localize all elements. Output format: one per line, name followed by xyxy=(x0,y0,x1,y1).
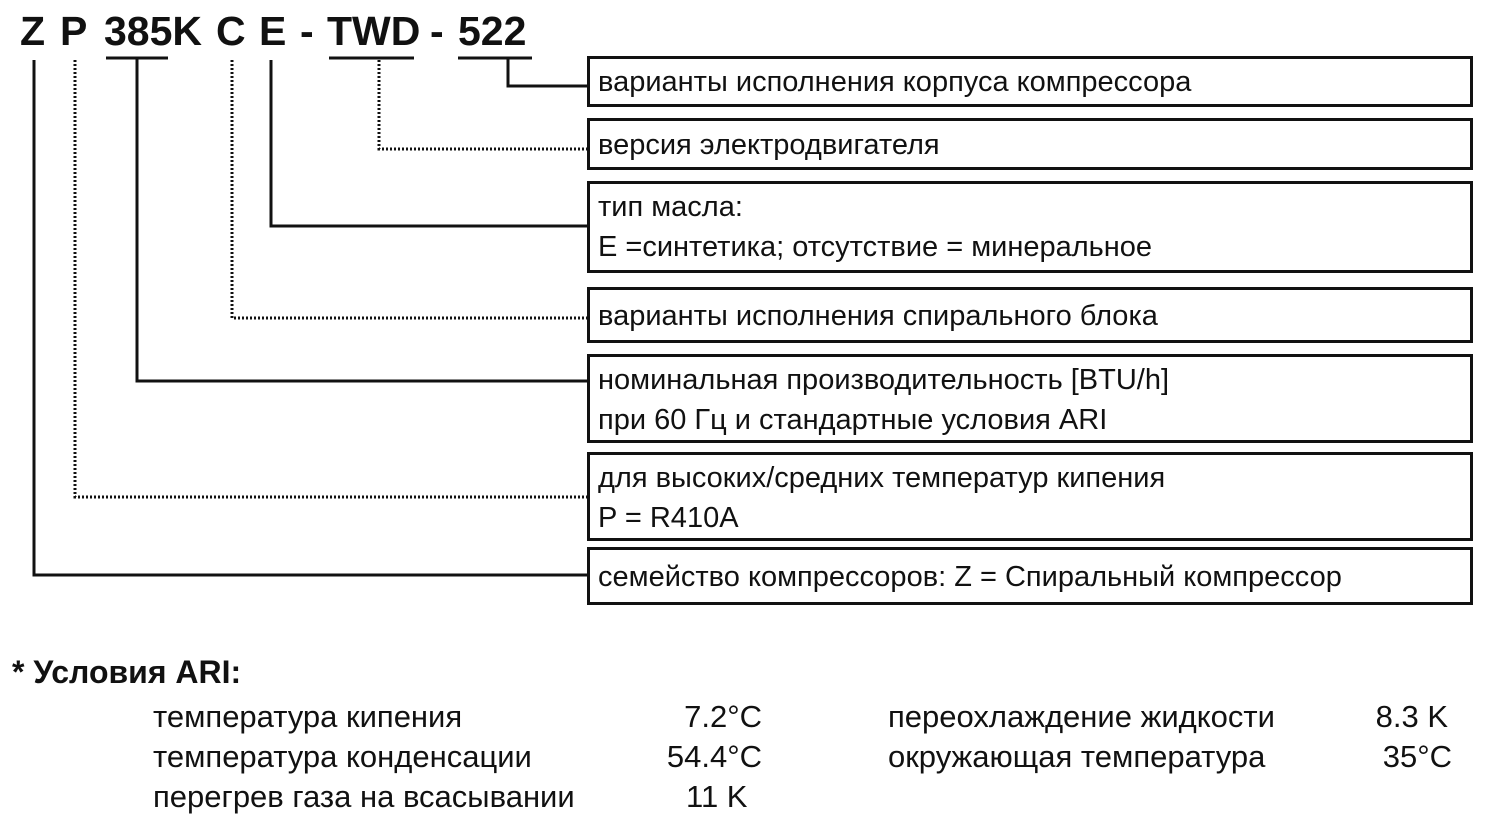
ari-label: перегрев газа на всасывании xyxy=(153,779,575,814)
ari-value: 8.3 K xyxy=(1375,699,1448,734)
connector-capacity xyxy=(137,58,587,381)
code-body: 522 xyxy=(458,8,527,54)
legend-text: семейство компрессоров: Z = Спиральный компрессор xyxy=(598,561,1342,593)
code-scroll-letter: C xyxy=(216,8,246,54)
ari-label: температура кипения xyxy=(153,699,463,734)
legend-text: тип масла: xyxy=(598,191,743,223)
code-oil-letter: E xyxy=(259,8,287,54)
code-dash: - xyxy=(300,8,314,54)
ari-value: 7.2°C xyxy=(684,699,762,734)
ari-value: 35°C xyxy=(1382,739,1452,774)
legend-box-scroll-variants xyxy=(587,287,1473,343)
connector-motor xyxy=(379,60,587,149)
legend-text: версия электродвигателя xyxy=(598,129,940,161)
ari-conditions-title: * Условия ARI: xyxy=(12,654,242,690)
legend-text: P = R410A xyxy=(598,502,739,534)
legend-text: E =синтетика; отсутствие = минеральное xyxy=(598,231,1153,263)
connector-refrigerant xyxy=(75,60,587,497)
code-refrigerant-letter: P xyxy=(60,8,88,54)
code-dash: - xyxy=(430,8,444,54)
legend-box-refrigerant xyxy=(587,452,1473,541)
legend-box-nominal-capacity xyxy=(587,354,1473,443)
ari-label: окружающая температура xyxy=(888,739,1266,774)
legend-box-family xyxy=(587,547,1473,605)
legend-text: для высоких/средних температур кипения xyxy=(598,462,1166,494)
legend-box-motor-version xyxy=(587,118,1473,170)
code-capacity: 385K xyxy=(104,8,203,54)
code-motor: TWD xyxy=(327,8,421,54)
legend-text: при 60 Гц и стандартные условия ARI xyxy=(598,404,1108,436)
code-family-letter: Z xyxy=(20,8,46,54)
ari-value: 11 K xyxy=(686,779,748,814)
legend-text: номинальная производительность [BTU/h] xyxy=(598,364,1170,396)
ari-label: переохлаждение жидкости xyxy=(888,699,1275,734)
ari-value: 54.4°C xyxy=(666,739,762,774)
connector-body xyxy=(508,58,587,86)
ari-label: температура конденсации xyxy=(153,739,532,774)
legend-text: варианты исполнения корпуса компрессора xyxy=(598,66,1192,98)
legend-text: варианты исполнения спирального блока xyxy=(598,300,1158,332)
legend-box-oil-type xyxy=(587,181,1473,273)
connector-scroll xyxy=(232,60,587,318)
legend-box-body-variants xyxy=(587,56,1473,107)
